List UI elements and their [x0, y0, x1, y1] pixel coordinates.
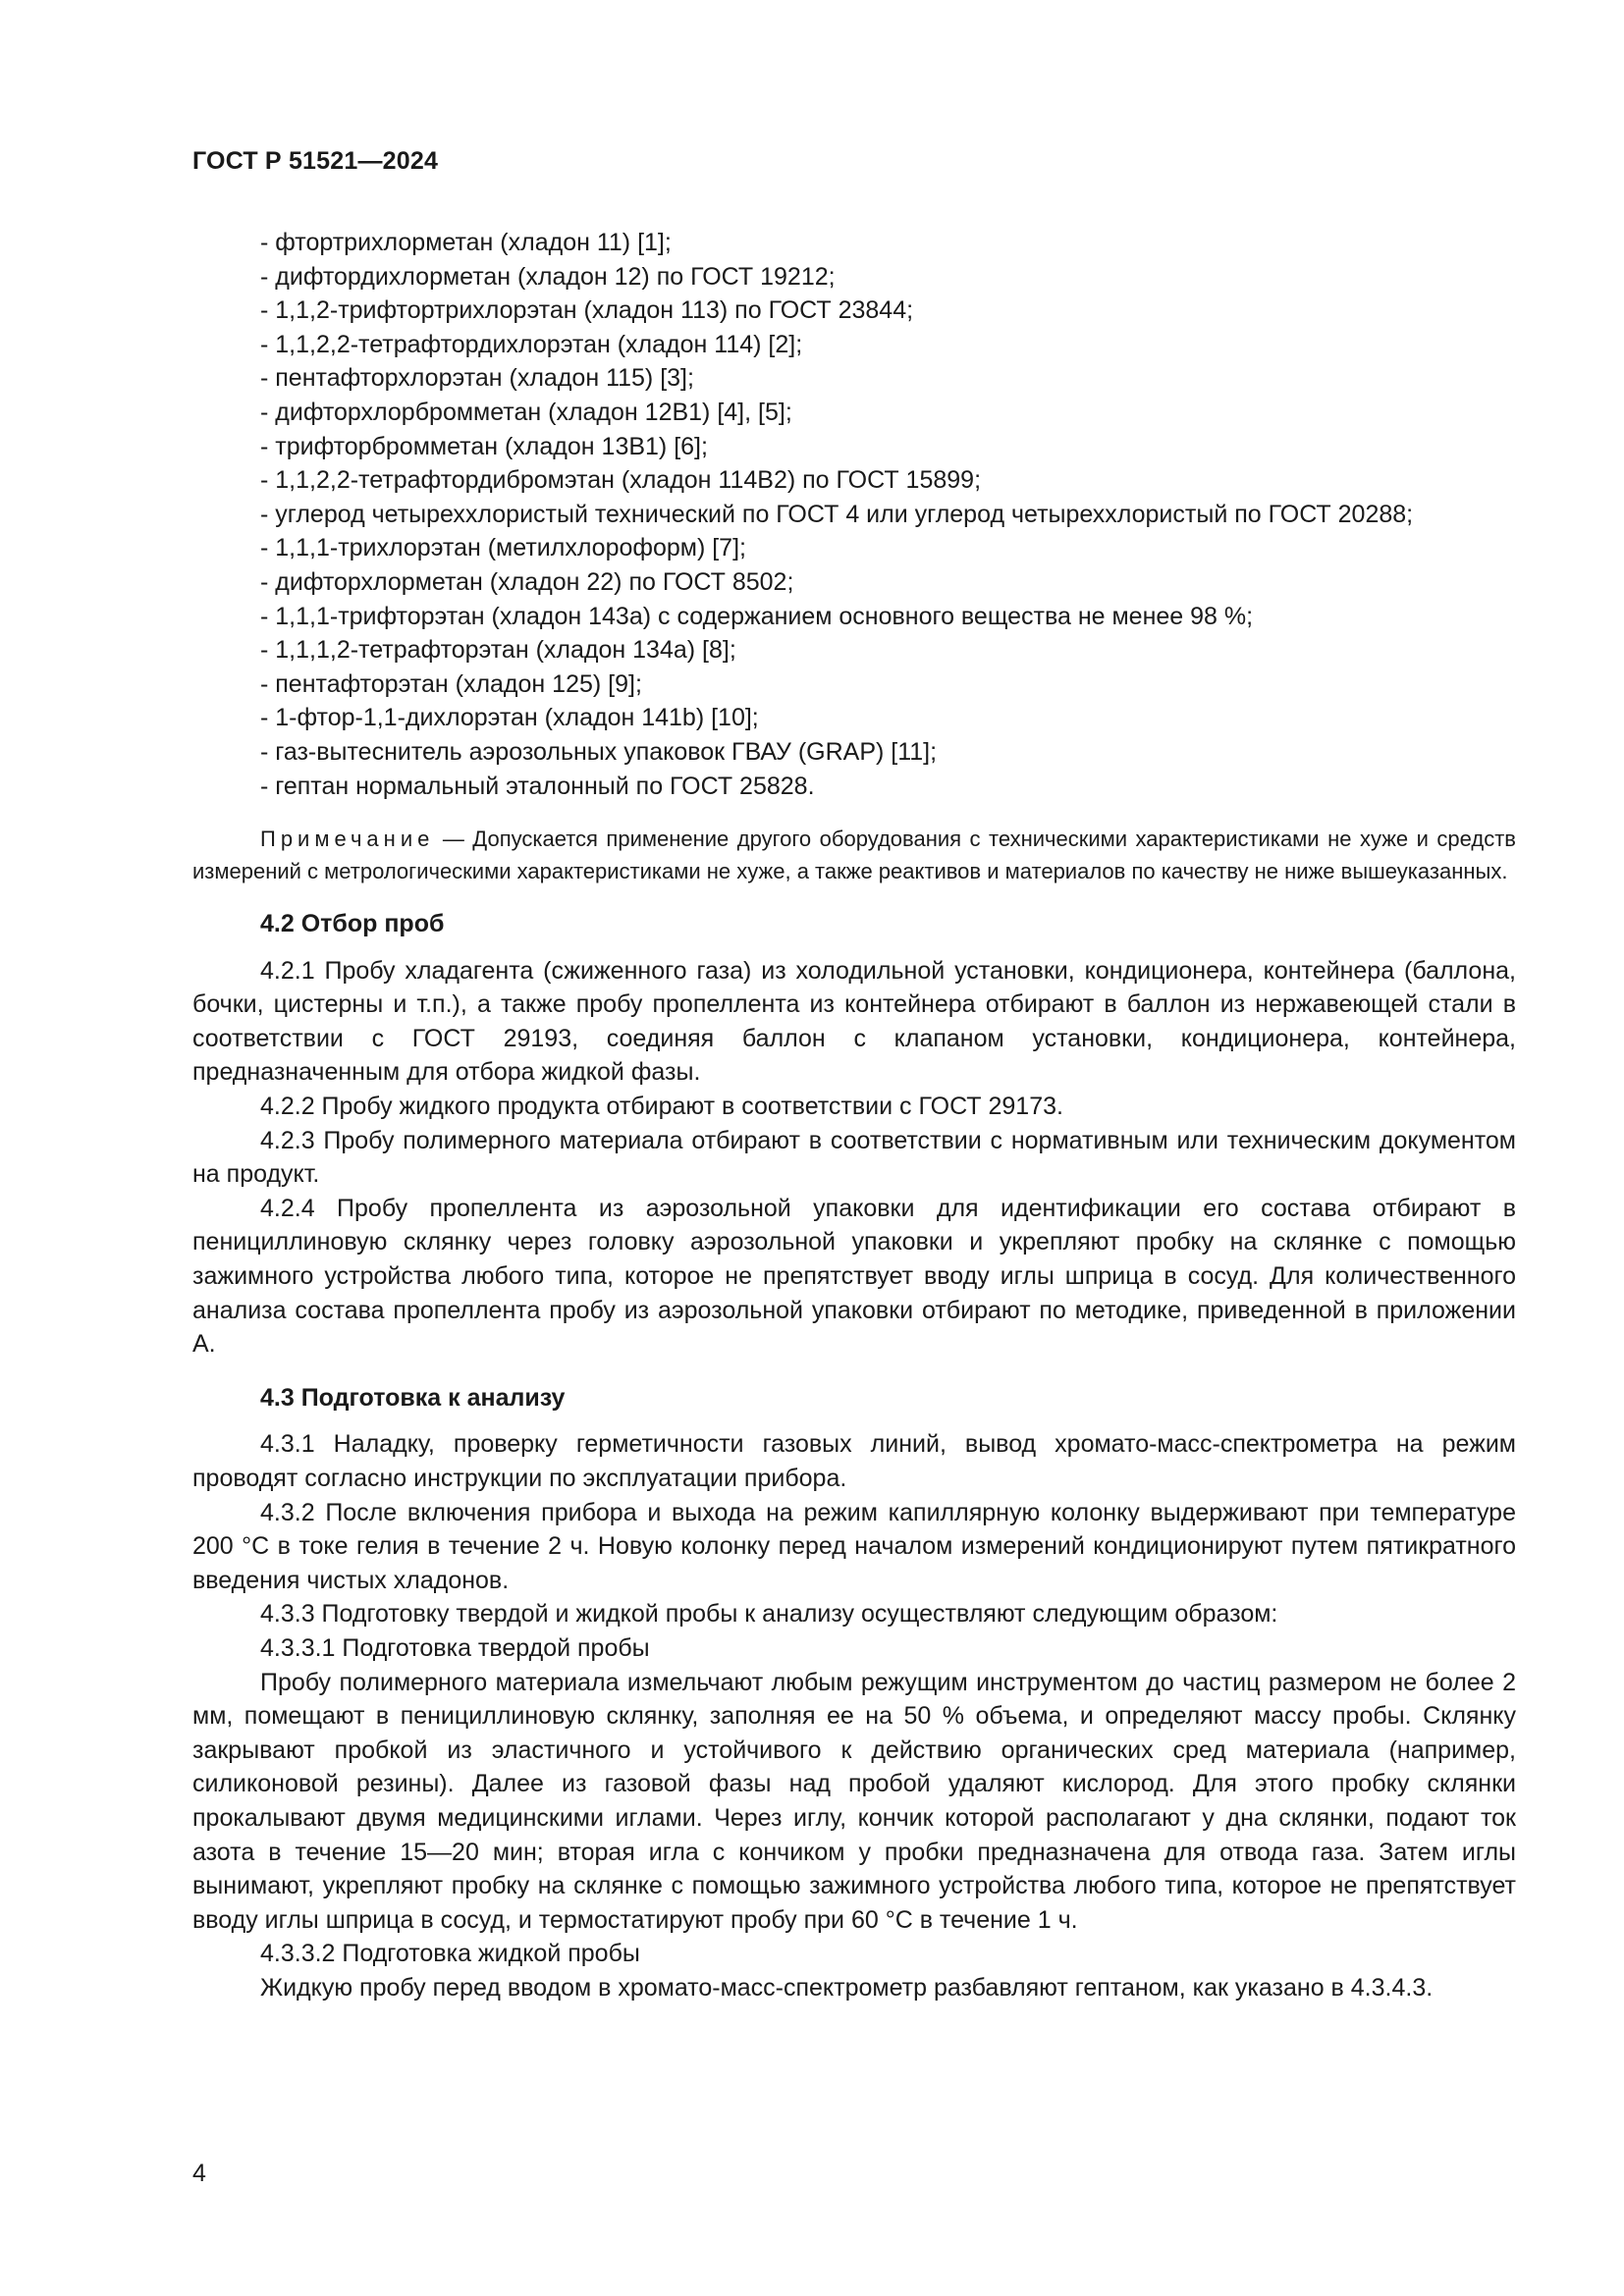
- list-item: - трифторбромметан (хладон 13В1) [6];: [260, 432, 708, 460]
- paragraph-solid-sample: Пробу полимерного материала измельчают любым режущим инструментом до частиц размером не более 2 мм, помещают в пенициллиновую склянку, заполняя ее на 50 % объема, и определяют массу пробы. Склянку закрывают пробкой из эластичного и устойчивого к действию органических сред материала (например, силиконовой резины). Далее из газовой фазы над пробой удаляют кислород. Для этого пробку склянки прокалывают двумя медицинскими иглами. Через иглу, кончик которой располагают у дна склянки, подают ток азота в течение 15—20 мин; вторая игла с кончиком у пробки предназначена для отвода газа. Затем иглы вынимают, укрепляют пробку на склянке с помощью зажимного устройства любого типа, которое не препятствует вводу иглы шприца в сосуд, и термостатируют пробу при 60 °С в течение 1 ч.: [192, 1668, 1516, 1934]
- paragraph-4-3-1: 4.3.1 Наладку, проверку герметичности газовых линий, вывод хромато-масс-спектрометра на режим проводят согласно инструкции по эксплуатации прибора.: [192, 1430, 1516, 1492]
- list-item: - 1,1,1,2-тетрафторэтан (хладон 134а) [8];: [260, 636, 736, 665]
- paragraph-4-2-2: 4.2.2 Пробу жидкого продукта отбирают в соответствии с ГОСТ 29173.: [260, 1093, 1063, 1121]
- list-item: - дифторхлорбромметан (хладон 12В1) [4], [5];: [260, 398, 792, 426]
- paragraph-4-2-1: 4.2.1 Пробу хладагента (сжиженного газа) из холодильной установки, кондиционера, контейнера (баллона, бочки, цистерны и т.п.), а также пробу пропеллента из контейнера отбирают в баллон из нержавеющей стали в соответствии с ГОСТ 29193, соединяя баллон с клапаном установки, кондиционера, контейнера, предназначенным для отбора жидкой фазы.: [192, 956, 1516, 1087]
- note-text: — Допускается применение другого оборудования с техническими характеристиками не хуже и средств измерений с метрологическими характеристиками не хуже, а также реактивов и материалов по качеству не ниже вышеуказанных.: [192, 827, 1516, 884]
- reagent-list: [192, 226, 1516, 803]
- subheading-4-3-3-1: 4.3.3.1 Подготовка твердой пробы: [260, 1633, 650, 1662]
- subheading-4-3-3-2: 4.3.3.2 Подготовка жидкой пробы: [260, 1940, 640, 1968]
- list-item: - пентафторэтан (хладон 125) [9];: [260, 669, 642, 698]
- list-item: - дифтордихлорметан (хладон 12) по ГОСТ 19212;: [260, 262, 836, 291]
- list-item: - фтортрихлорметан (хладон 11) [1];: [260, 229, 672, 256]
- list-item: - углерод четыреххлористый технический по ГОСТ 4 или углерод четыреххлористый по ГОСТ 20288;: [260, 500, 1414, 528]
- list-item: - 1,1,1-трифторэтан (хладон 143а) с содержанием основного вещества не менее 98 %;: [260, 602, 1254, 630]
- document-header: ГОСТ Р 51521—2024: [192, 147, 439, 175]
- list-item: - 1,1,2,2-тетрафтордихлорэтан (хладон 114) [2];: [260, 330, 803, 358]
- list-item: - газ-вытеснитель аэрозольных упаковок ГВАУ (GRAP) [11];: [260, 737, 938, 766]
- list-item: - 1-фтор-1,1-дихлорэтан (хладон 141b) [10];: [260, 704, 759, 732]
- paragraph-liquid-sample: Жидкую пробу перед вводом в хромато-масс-спектрометр разбавляют гептаном, как указано в 4.3.4.3.: [260, 1973, 1434, 2002]
- list-item: - 1,1,2,2-тетрафтордибромэтан (хладон 114В2) по ГОСТ 15899;: [260, 466, 982, 495]
- note-label: Примечание: [260, 827, 435, 852]
- list-item: - пентафторхлорэтан (хладон 115) [3];: [260, 364, 694, 393]
- list-item: - дифторхлорметан (хладон 22) по ГОСТ 8502;: [260, 567, 794, 596]
- list-item: - гептан нормальный эталонный по ГОСТ 25828.: [260, 772, 815, 800]
- page-content: [192, 226, 1516, 2005]
- section-title-4-3: 4.3 Подготовка к анализу: [260, 1383, 566, 1412]
- note: [192, 823, 1516, 887]
- section-title-4-2: 4.2 Отбор проб: [260, 910, 445, 938]
- paragraph-4-2-4: 4.2.4 Пробу пропеллента из аэрозольной упаковки для идентификации его состава отбирают в пенициллиновую склянку через головку аэрозольной упаковки и укрепляют пробку на склянке с помощью зажимного устройства любого типа, которое не препятствует вводу иглы шприца в сосуд. Для количественного анализа состава пропеллента пробу из аэрозольной упаковки отбирают по методике, приведенной в приложении А.: [192, 1194, 1516, 1359]
- paragraph-4-3-2: 4.3.2 После включения прибора и выхода на режим капиллярную колонку выдерживают при температуре 200 °С в токе гелия в течение 2 ч. Новую колонку перед началом измерений кондиционируют путем пятикратного введения чистых хладонов.: [192, 1498, 1516, 1594]
- list-item: - 1,1,1-трихлорэтан (метилхлороформ) [7];: [260, 534, 746, 562]
- page-number: 4: [192, 2160, 206, 2187]
- paragraph-4-2-3: 4.2.3 Пробу полимерного материала отбирают в соответствии с нормативным или техническим документом на продукт.: [192, 1126, 1516, 1189]
- list-item: - 1,1,2-трифтортрихлорэтан (хладон 113) по ГОСТ 23844;: [260, 296, 914, 325]
- paragraph-4-3-3: 4.3.3 Подготовку твердой и жидкой пробы к анализу осуществляют следующим образом:: [260, 1600, 1278, 1629]
